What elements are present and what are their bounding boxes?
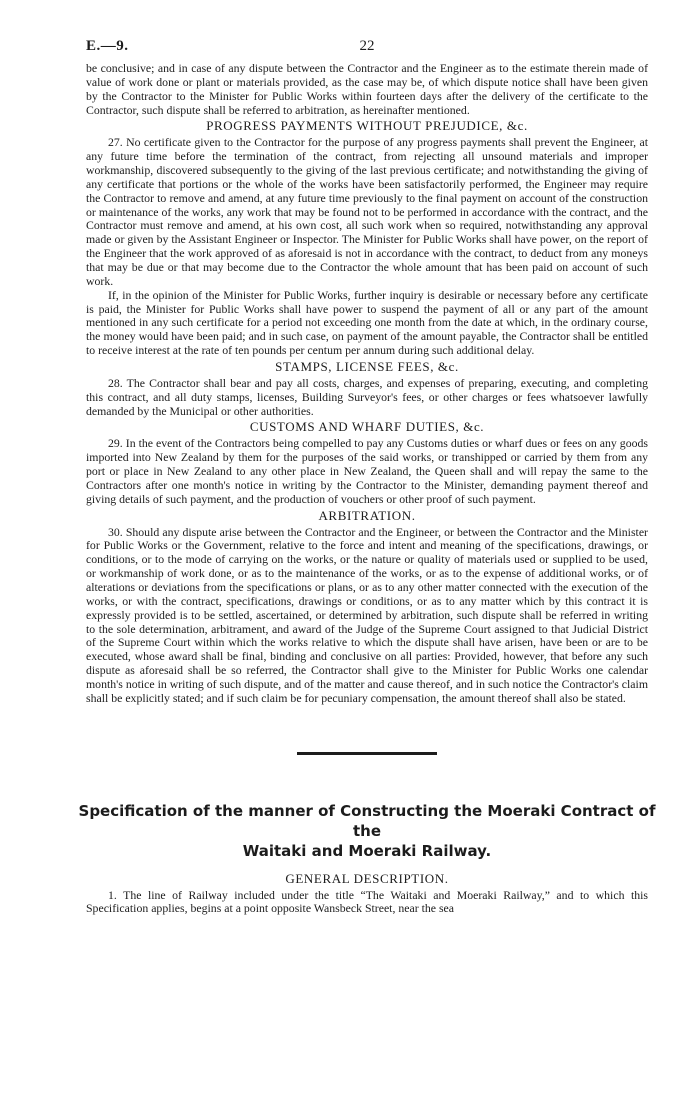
document-reference: E.—9. [86,38,129,54]
clause-29: 29. In the event of the Contractors being compelled to pay any Customs duties or wharf dues or fees on any goods imported into New Zealand by them for the purposes of the said works, or transhipped or carried by them from any port or place in New Zealand to any other place in New Zealand, the Queen shall and will repay the same to the Contractors after one month's notice in writing by the Contractor to the Minister, demanding payment thereof and giving details of such payment, and the production of vouchers or other proof of such payment. [86,436,648,506]
specification-title-line-1: Specification of the manner of Constructing the Moeraki Contract of the [78,801,656,840]
document-page [78,38,656,916]
clause-27-continued: If, in the opinion of the Minister for Public Works, further inquiry is desirable or necessary before any certificate is paid, the Minister for Public Works shall have power to suspend the payment of all or any part of the amount mentioned in any such certificate for a period not exceeding one month from the date at which, in the ordinary course, the money would have been paid; and in such case, on payment of the amount payable, the Contractor shall be entitled to receive interest at the rate of ten pounds per centum per annum during such additional delay. [86,287,648,358]
page-header [86,38,648,62]
heading-general-description: GENERAL DESCRIPTION. [285,870,449,886]
heading-stamps-license-fees: STAMPS, LICENSE FEES, &c. [275,358,459,374]
specification-clause-1: 1. The line of Railway included under the title “The Waitaki and Moeraki Railway,” and to which this Specification applies, begins at a point opposite Wansbeck Street, near the sea [86,887,648,916]
specification-title-line-2: Waitaki and Moeraki Railway. [242,841,492,860]
clause-28: 28. The Contractor shall bear and pay all costs, charges, and expenses of preparing, executing, and completing this contract, and all duty stamps, licenses, Building Surveyor's fees, or other charges or fees whatsoever lawfully demanded by the Municipal or other authorities. [86,375,648,418]
heading-progress-payments: PROGRESS PAYMENTS WITHOUT PREJUDICE, &c. [206,118,528,134]
page-number: 22 [359,38,375,54]
specification-title [72,801,662,861]
heading-arbitration: ARBITRATION. [318,507,416,523]
clause-27: 27. No certificate given to the Contractor for the purpose of any progress payments shall prevent the Engineer, at any future time before the termination of the contract, from rejecting all unsound materials and improper workmanship, discovered subsequently to the giving of the last previous certificate; and notwithstanding the giving of any certificate that portions or the whole of the works have been satisfactorily performed, the Engineer may require the Contractor to remove and amend, at any future time previously to the final payment on account of the construction or maintenance of the works, any work that may be found not to be performed in accordance with the contract, and the Contractor must remove and amend, at his own cost, all such work when so required, notwithstanding any approval made or given by the Assistant Engineer or Inspector. The Minister for Public Works shall have power, on the report of the Engineer that the work approved of as aforesaid is not in accordance with the contract, to deduct from any moneys that may be due or that may become due to the Contractor the whole amount that has been paid on account of such work. [86,135,648,288]
clause-30: 30. Should any dispute arise between the Contractor and the Engineer, or between the Contractor and the Minister for Public Works or the Government, relative to the force and intent and meaning of the specifications, drawings, or conditions, or to the mode of carrying on the works, or the nature or quality of materials used or supplied to be used, or workmanship of work done, or as to the maintenance of the works, or as to the expense of additional works, or of alterations or deviations from the specifications or plans, or as to any other matter connected with the execution of the works, or with the contract, specifications, drawings or conditions, or as to any matter which by this contract it is expressly provided is to be settled, ascertained, or determined by arbitration, such dispute shall be referred in writing to the sole determination, arbitrament, and award of the Judge of the Supreme Court assigned to that Judicial District of the Supreme Court within which the works relative to which the dispute shall have arisen, have been or are to be executed, whose award shall be final, binding and conclusive on all parties: Provided, however, that before any such dispute as aforesaid shall be so referred, the Contractor shall give to the Minister for Public Works one calendar month's notice in writing of such dispute, and of the matter and cause thereof, and in such notice the Contractor's claim shall be explicitly stated; and if such claim be for pecuniary compensation, the amount thereof shall also be stated. [86,524,648,705]
heading-customs-wharf-duties: CUSTOMS AND WHARF DUTIES, &c. [249,419,485,435]
section-divider [297,752,437,755]
opening-paragraph: be conclusive; and in case of any dispute between the Contractor and the Engineer as to the estimate therein made of value of work done or plant or materials provided, as the case may be, of which dispute notice shall have been given by the Contractor to the Minister for Public Works within fourteen days after the delivery of the certificate to the Contractor, such dispute shall be referred to arbitration, as hereinafter mentioned. [86,61,648,117]
